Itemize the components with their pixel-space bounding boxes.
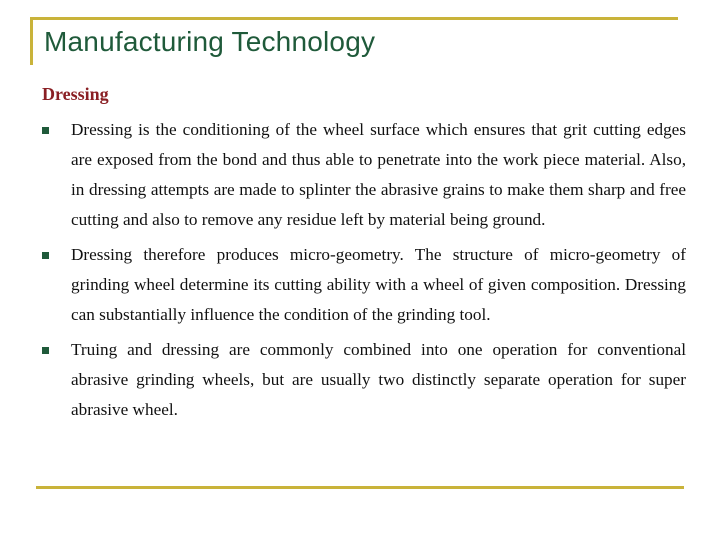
bottom-divider (36, 486, 684, 489)
bullet-text: Dressing is the conditioning of the wheel surface which ensures that grit cutting edges are exposed from the bond and thus able to penetrate into the work piece material. Also, in dressing attempts are made to splinter the abrasive grains to make them sharp and free cutting and also to remove any residue left by material being ground. (71, 120, 686, 229)
bullet-item (38, 115, 686, 235)
slide-title: Manufacturing Technology (44, 26, 376, 57)
bullet-item (38, 335, 686, 425)
bullet-text: Truing and dressing are commonly combined into one operation for conventional abrasive grinding wheels, but are usually two distinctly separate operation for super abrasive wheel. (71, 340, 686, 419)
square-bullet-icon (42, 347, 49, 354)
square-bullet-icon (42, 127, 49, 134)
section-heading: Dressing (42, 84, 109, 104)
square-bullet-icon (42, 252, 49, 259)
bullet-list (38, 115, 686, 430)
bullet-item (38, 240, 686, 330)
bullet-text: Dressing therefore produces micro-geometry. The structure of micro-geometry of grinding wheel determine its cutting ability with a wheel of given composition. Dressing can substantially influence the condition of the grinding tool. (71, 245, 686, 324)
